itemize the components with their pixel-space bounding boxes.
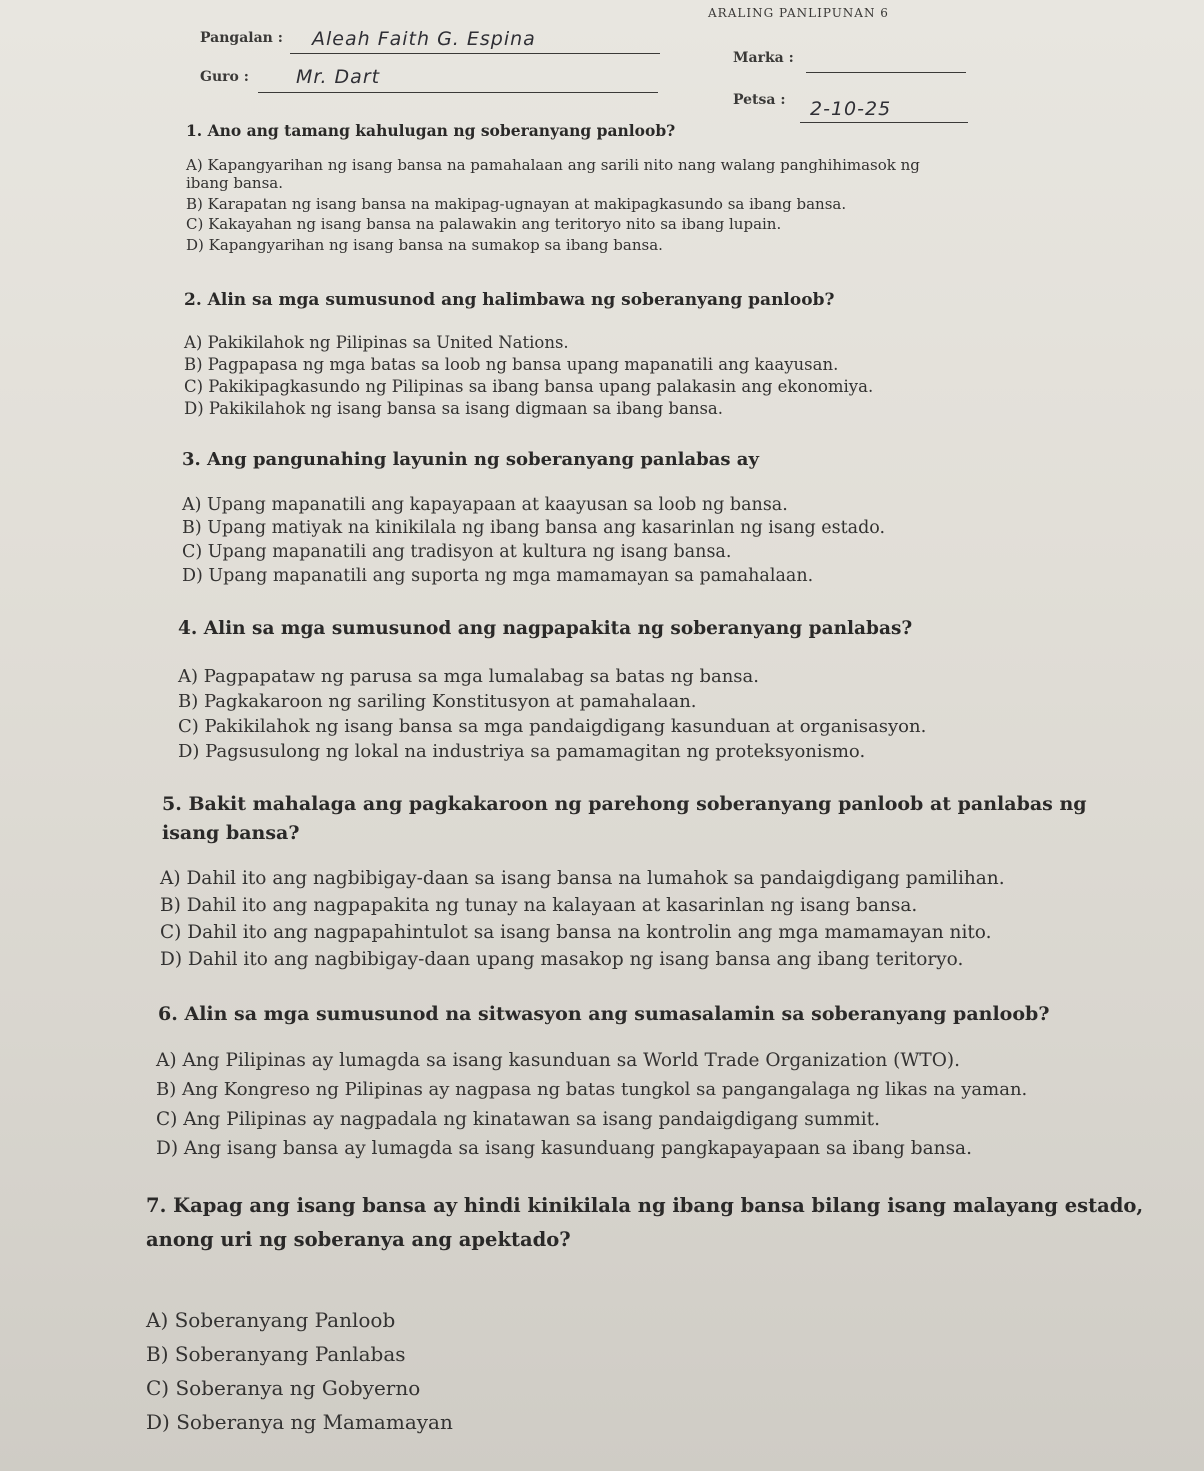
q4-option-b[interactable]: B) Pagkakaroon ng sariling Konstitusyon at pamahalaan. [178,691,697,712]
q1-option-a-cont: ibang bansa. [186,174,283,192]
q3-option-d[interactable]: D) Upang mapanatili ang suporta ng mga mamamayan sa pamahalaan. [182,566,814,586]
q7-option-b[interactable]: B) Soberanyang Panlabas [146,1342,406,1366]
teacher-value[interactable]: Mr. Dart [296,66,381,88]
score-label: Marka : [733,50,794,66]
q1-option-b[interactable]: B) Karapatan ng isang bansa na makipag-ugnayan at makipagkasundo sa ibang bansa. [186,195,847,213]
question-6: 6. Alin sa mga sumusunod na sitwasyon ang sumasalamin sa soberanyang panloob? [158,1003,1050,1025]
q4-option-c[interactable]: C) Pakikilahok ng isang bansa sa mga pandaigdigang kasunduan at organisasyon. [178,716,927,737]
question-4: 4. Alin sa mga sumusunod ang nagpapakita ng soberanyang panlabas? [178,618,913,639]
q3-option-b[interactable]: B) Upang matiyak na kinikilala ng ibang bansa ang kasarinlan ng isang estado. [182,518,886,538]
q3-option-a[interactable]: A) Upang mapanatili ang kapayapaan at kaayusan sa loob ng bansa. [182,495,788,515]
teacher-label: Guro : [200,69,249,85]
name-line [290,53,660,54]
q6-option-b[interactable]: B) Ang Kongreso ng Pilipinas ay nagpasa ng batas tungkol sa pangangalaga ng likas na yaman. [156,1079,1028,1100]
q7-option-d[interactable]: D) Soberanya ng Mamamayan [146,1410,453,1434]
teacher-line [258,92,658,93]
question-2: 2. Alin sa mga sumusunod ang halimbawa ng soberanyang panloob? [184,290,835,310]
q3-option-c[interactable]: C) Upang mapanatili ang tradisyon at kultura ng isang bansa. [182,542,732,562]
q1-option-a[interactable]: A) Kapangyarihan ng isang bansa na pamahalaan ang sarili nito nang walang panghihimasok ng [186,156,920,174]
q2-option-d[interactable]: D) Pakikilahok ng isang bansa sa isang digmaan sa ibang bansa. [184,399,723,418]
date-label: Petsa : [733,92,786,108]
q7-option-a[interactable]: A) Soberanyang Panloob [146,1308,396,1332]
q2-option-a[interactable]: A) Pakikilahok ng Pilipinas sa United Nations. [184,333,569,352]
date-value[interactable]: 2-10-25 [810,98,892,120]
q1-option-c[interactable]: C) Kakayahan ng isang bansa na palawakin ang teritoryo nito sa ibang lupain. [186,215,782,233]
question-7-cont: anong uri ng soberanya ang apektado? [146,1228,571,1251]
q5-option-c[interactable]: C) Dahil ito ang nagpapahintulot sa isang bansa na kontrolin ang mga mamamayan nito. [160,922,992,943]
q5-option-b[interactable]: B) Dahil ito ang nagpapakita ng tunay na kalayaan at kasarinlan ng isang bansa. [160,895,918,916]
q4-option-a[interactable]: A) Pagpapataw ng parusa sa mga lumalabag sa batas ng bansa. [178,666,759,687]
q6-option-c[interactable]: C) Ang Pilipinas ay nagpadala ng kinatawan sa isang pandaigdigang summit. [156,1109,880,1130]
q2-option-c[interactable]: C) Pakikipagkasundo ng Pilipinas sa ibang bansa upang palakasin ang ekonomiya. [184,377,874,396]
q5-option-d[interactable]: D) Dahil ito ang nagbibigay-daan upang masakop ng isang bansa ang ibang teritoryo. [160,949,964,970]
question-7: 7. Kapag ang isang bansa ay hindi kinikilala ng ibang bansa bilang isang malayang estado, [146,1194,1144,1217]
question-5-cont: isang bansa? [162,822,300,844]
score-line [806,72,966,73]
q1-option-d[interactable]: D) Kapangyarihan ng isang bansa na sumakop sa ibang bansa. [186,236,663,254]
q4-option-d[interactable]: D) Pagsusulong ng lokal na industriya sa pamamagitan ng proteksyonismo. [178,741,866,762]
question-5: 5. Bakit mahalaga ang pagkakaroon ng parehong soberanyang panloob at panlabas ng [162,793,1087,815]
name-value[interactable]: Aleah Faith G. Espina [312,28,536,50]
subject-title: ARALING PANLIPUNAN 6 [708,6,889,20]
question-3: 3. Ang pangunahing layunin ng soberanyang panlabas ay [182,449,759,470]
name-label: Pangalan : [200,30,283,46]
question-1: 1. Ano ang tamang kahulugan ng soberanyang panloob? [186,121,676,140]
q6-option-a[interactable]: A) Ang Pilipinas ay lumagda sa isang kasunduan sa World Trade Organization (WTO). [156,1050,961,1071]
q7-option-c[interactable]: C) Soberanya ng Gobyerno [146,1376,421,1400]
q6-option-d[interactable]: D) Ang isang bansa ay lumagda sa isang kasunduang pangkapayapaan sa ibang bansa. [156,1138,972,1159]
q5-option-a[interactable]: A) Dahil ito ang nagbibigay-daan sa isang bansa na lumahok sa pandaigdigang pamilihan. [160,868,1005,889]
q2-option-b[interactable]: B) Pagpapasa ng mga batas sa loob ng bansa upang mapanatili ang kaayusan. [184,355,839,374]
date-line [800,122,968,123]
